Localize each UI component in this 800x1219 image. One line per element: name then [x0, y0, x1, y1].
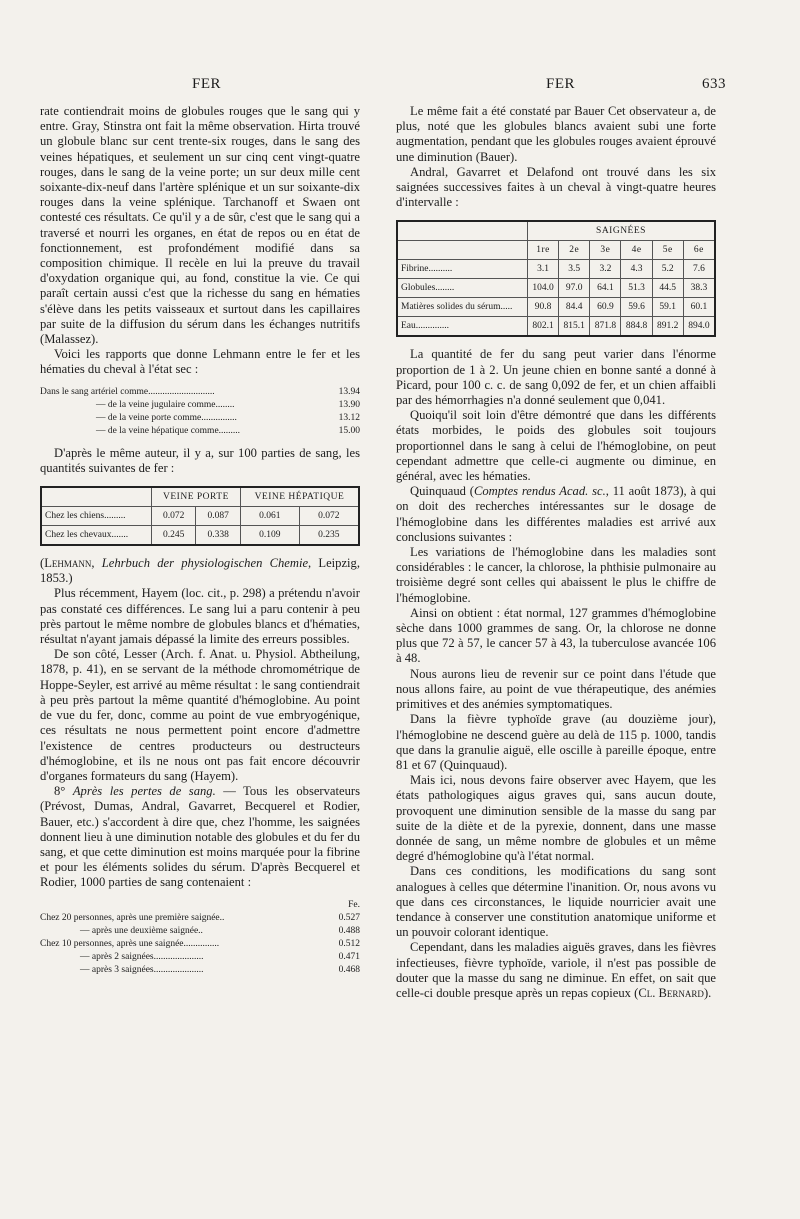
table-header: VEINE HÉPATIQUE	[240, 487, 359, 507]
paragraph: Ainsi on obtient : état normal, 127 grammes d'hémoglobine sèche dans 1000 grammes de sang. Or, la chlorose ne donne plus que 72 à 57, le cancer 57 à 43, la tuberculose avancée 106 à 48.	[396, 605, 716, 666]
list-item: Chez 20 personnes, après une première saignée.. 0.527	[40, 912, 360, 923]
list-item: Dans le sang artériel comme............................ 13.94	[40, 386, 360, 397]
page-number: 633	[702, 76, 726, 92]
running-head-left: FER	[192, 76, 222, 92]
bleedings-table: SAIGNÉES 1re 2e 3e 4e 5e 6e Fibrine.......... 3.1 3.5 3.2 4.3 5.2 7.6 Globules........ 104.0 97.0 64.1 51.3 44.5 38.3 Matières solides du sérum..... 90.8 84.4 60.9 59.6 59.1 60.1 Eau.............. 802.1 815.1 871.8 884.8 891.2 894.0	[396, 220, 716, 337]
list-item: — après 3 saignées..................... 0.468	[80, 964, 360, 975]
table-row: Chez les chiens......... 0.072 0.087 0.061 0.072	[41, 507, 359, 526]
paragraph: La quantité de fer du sang peut varier dans l'énorme proportion de 1 à 2. Un jeune chien en bonne santé a donné à Picard, pour 100 c. c. de sang 0,092 de fer, et un chien affaibli par des hémorrhagies n'a donné seulement que 0,041.	[396, 347, 716, 408]
table-header: SAIGNÉES	[528, 221, 716, 241]
table-row: Fibrine.......... 3.1 3.5 3.2 4.3 5.2 7.6	[397, 260, 715, 279]
paragraph: Quinquaud (Comptes rendus Acad. sc., 11 août 1873), à qui on doit des recherches intéressantes sur le dosage de l'hémoglobine dans les différentes maladies est arrivé aux conclusions suivantes :	[396, 484, 717, 544]
paragraph: Plus récemment, Hayem (loc. cit., p. 298) a prétendu n'avoir pas constaté ces différences. Le sang lui a paru contenir à peu près partout le même nombre de globules blancs et d'hématies, résultat n'ayant jamais dépassé la limite des erreurs possibles.	[40, 586, 360, 647]
bleeding-list: Fe. Chez 20 personnes, après une première saignée.. 0.527 — après une deuxième saignée.. 0.488 Chez 10 personnes, après une saignée............... 0.512 — après 2 saignées..................... 0.471 — après 3 saignées..................... 0.468	[40, 899, 360, 975]
list-item: — après une deuxième saignée.. 0.488	[80, 925, 360, 936]
paragraph: D'après le même auteur, il y a, sur 100 parties de sang, les quantités suivantes de fer :	[40, 445, 360, 475]
list-item: — de la veine jugulaire comme........ 13.90	[96, 399, 360, 410]
list-item: — de la veine porte comme............... 13.12	[96, 412, 360, 423]
paragraph: Quoiqu'il soit loin d'être démontré que dans les différents états morbides, le poids des globules soit toujours proportionnel dans le sang à celui de l'hémoglobine, on peut cependant admettre que celle-ci augmente ou diminue, en général, avec les hématies.	[396, 408, 716, 484]
table-header: VEINE PORTE	[152, 487, 241, 507]
list-item: — après 2 saignées..................... 0.471	[80, 951, 360, 962]
paragraph: Dans la fièvre typhoïde grave (au douzième jour), l'hémoglobine ne descend guère au delà de 115 p. 1000, tandis que dans la granulie aiguë, elle oscille à pareille époque, entre 81 et 67 (Quinquaud).	[396, 712, 716, 772]
paragraph: Dans ces conditions, les modifications du sang sont analogues à celles que détermine l'inanition. Or, nous avons vu que dans ces circonstances, le liquide nourricier avait une tendance à conserver une constitution anatomique uniforme et un pouvoir colorant identique.	[396, 864, 716, 940]
paragraph: Mais ici, nous devons faire observer avec Hayem, que les états pathologiques aigus graves qui, sans aucun doute, provoquent une diminution sensible de la masse du sang par suite de la diète et de la pyrexie, donnent, dans une masse donnée de sang, un même nombre de globules et un même degré d'hémoglobine qu'à l'état normal.	[396, 773, 716, 864]
iron-ratio-list	[40, 386, 360, 438]
paragraph: Andral, Gavarret et Delafond ont trouvé dans les six saignées successives faites à un cheval à vingt-quatre heures d'intervalle :	[396, 164, 716, 210]
iron-table	[40, 486, 360, 546]
paragraph: De son côté, Lesser (Arch. f. Anat. u. Physiol. Abtheilung, 1878, p. 41), en se servant de la méthode chromométrique de Hoppe-Seyler, est arrivé au même résultat : le sang contiendrait à peu près partout la même quantité d'hémoglobine. Au point de vue du fer, donc, comme au point de vue embryogénique, ces résultats ne nous permettent point encore d'admettre l'existence de centres producteurs ou destructeurs d'hémoglobine, et ils ne nous ont pas fait encore découvrir d'organes formateurs du sang (Hayem).	[40, 647, 360, 783]
list-item: Chez 10 personnes, après une saignée............... 0.512	[40, 938, 360, 949]
left-column	[40, 104, 360, 985]
paragraph: Cependant, dans les maladies aiguës graves, dans les fièvres infectieuses, fièvre typhoïde, variole, il n'est pas possible de douter que la masse du sang ne diminue. En effet, on sait que celle-ci double presque après un repas copieux (Cl. Bernard).	[396, 940, 716, 1000]
table-row: Chez les chevaux....... 0.245 0.338 0.109 0.235	[41, 526, 359, 546]
paragraph: 8° Après les pertes de sang. — Tous les observateurs (Prévost, Dumas, Andral, Gavarret, Becquerel et Rodier, Bauer, etc.) s'accordent à dire que, chez l'homme, les saignées donnent lieu à une diminution notable des globules et du fer du sang, et que cette diminution est moins marquée pour la fibrine et pour les éléments solides du sérum. D'après Becquerel et Rodier, 1000 parties de sang contenaient :	[40, 784, 360, 890]
running-head-center: FER	[546, 76, 576, 92]
citation: (Lehmann, Lehrbuch der physiologischen Chemie, Leipzig, 1853.)	[40, 556, 361, 586]
paragraph: Voici les rapports que donne Lehmann entre le fer et les hématies du cheval à l'état sec :	[40, 347, 360, 377]
right-column	[396, 104, 716, 1001]
table-row: Globules........ 104.0 97.0 64.1 51.3 44.5 38.3	[397, 279, 715, 298]
paragraph: Les variations de l'hémoglobine dans les maladies sont considérables : le cancer, la chlorose, la phthisie pulmonaire au troisième degré sont celles qui abaissent le plus le chiffre de l'hémoglobine.	[396, 545, 716, 605]
paragraph: rate contiendrait moins de globules rouges que le sang qui y entre. Gray, Stinstra ont fait la même observation. Hirta trouvé un globule blanc sur cent trente-six rouges, dans le sang des veines hépatiques, et seulement un sur cinq cent vingt-quatre rouges, dans le sang de la veine porte; un sur deux mille cent soixante-dix-neuf dans l'artère splénique et un sur soixante-dix rouges dans la veine splénique. Tarchanoff et Swaen ont contesté ces résultats. Ce qu'il y a de sûr, c'est que le sang qui a traversé et nourri les organes, en état de repos ou en état de fonctionnement, est profondément modifié dans sa composition chimique. Il recèle en lui la preuve du travail d'oxydation organique qui, au fond, constitue la vie. Ce qui paraît certain aussi c'est que la richesse du sang en hématies s'élève dans les petits vaisseaux et surtout dans les capillaires par suite de la diffusion du sérum dans les échanges nutritifs (Malassez).	[40, 104, 360, 347]
list-item: — de la veine hépatique comme......... 15.00	[96, 425, 360, 436]
table-row: Matières solides du sérum..... 90.8 84.4 60.9 59.6 59.1 60.1	[397, 298, 715, 317]
table-row: Eau.............. 802.1 815.1 871.8 884.8 891.2 894.0	[397, 317, 715, 337]
paragraph: Nous aurons lieu de revenir sur ce point dans l'étude que nous allons faire, au point de vue thérapeutique, des anémies primitives et des anémies symptomatiques.	[396, 666, 716, 712]
paragraph: Le même fait a été constaté par Bauer Cet observateur a, de plus, noté que les globules blancs avaient subi une forte augmentation, pendant que les globules rouges avaient éprouvé une diminution (Bauer).	[396, 104, 716, 164]
